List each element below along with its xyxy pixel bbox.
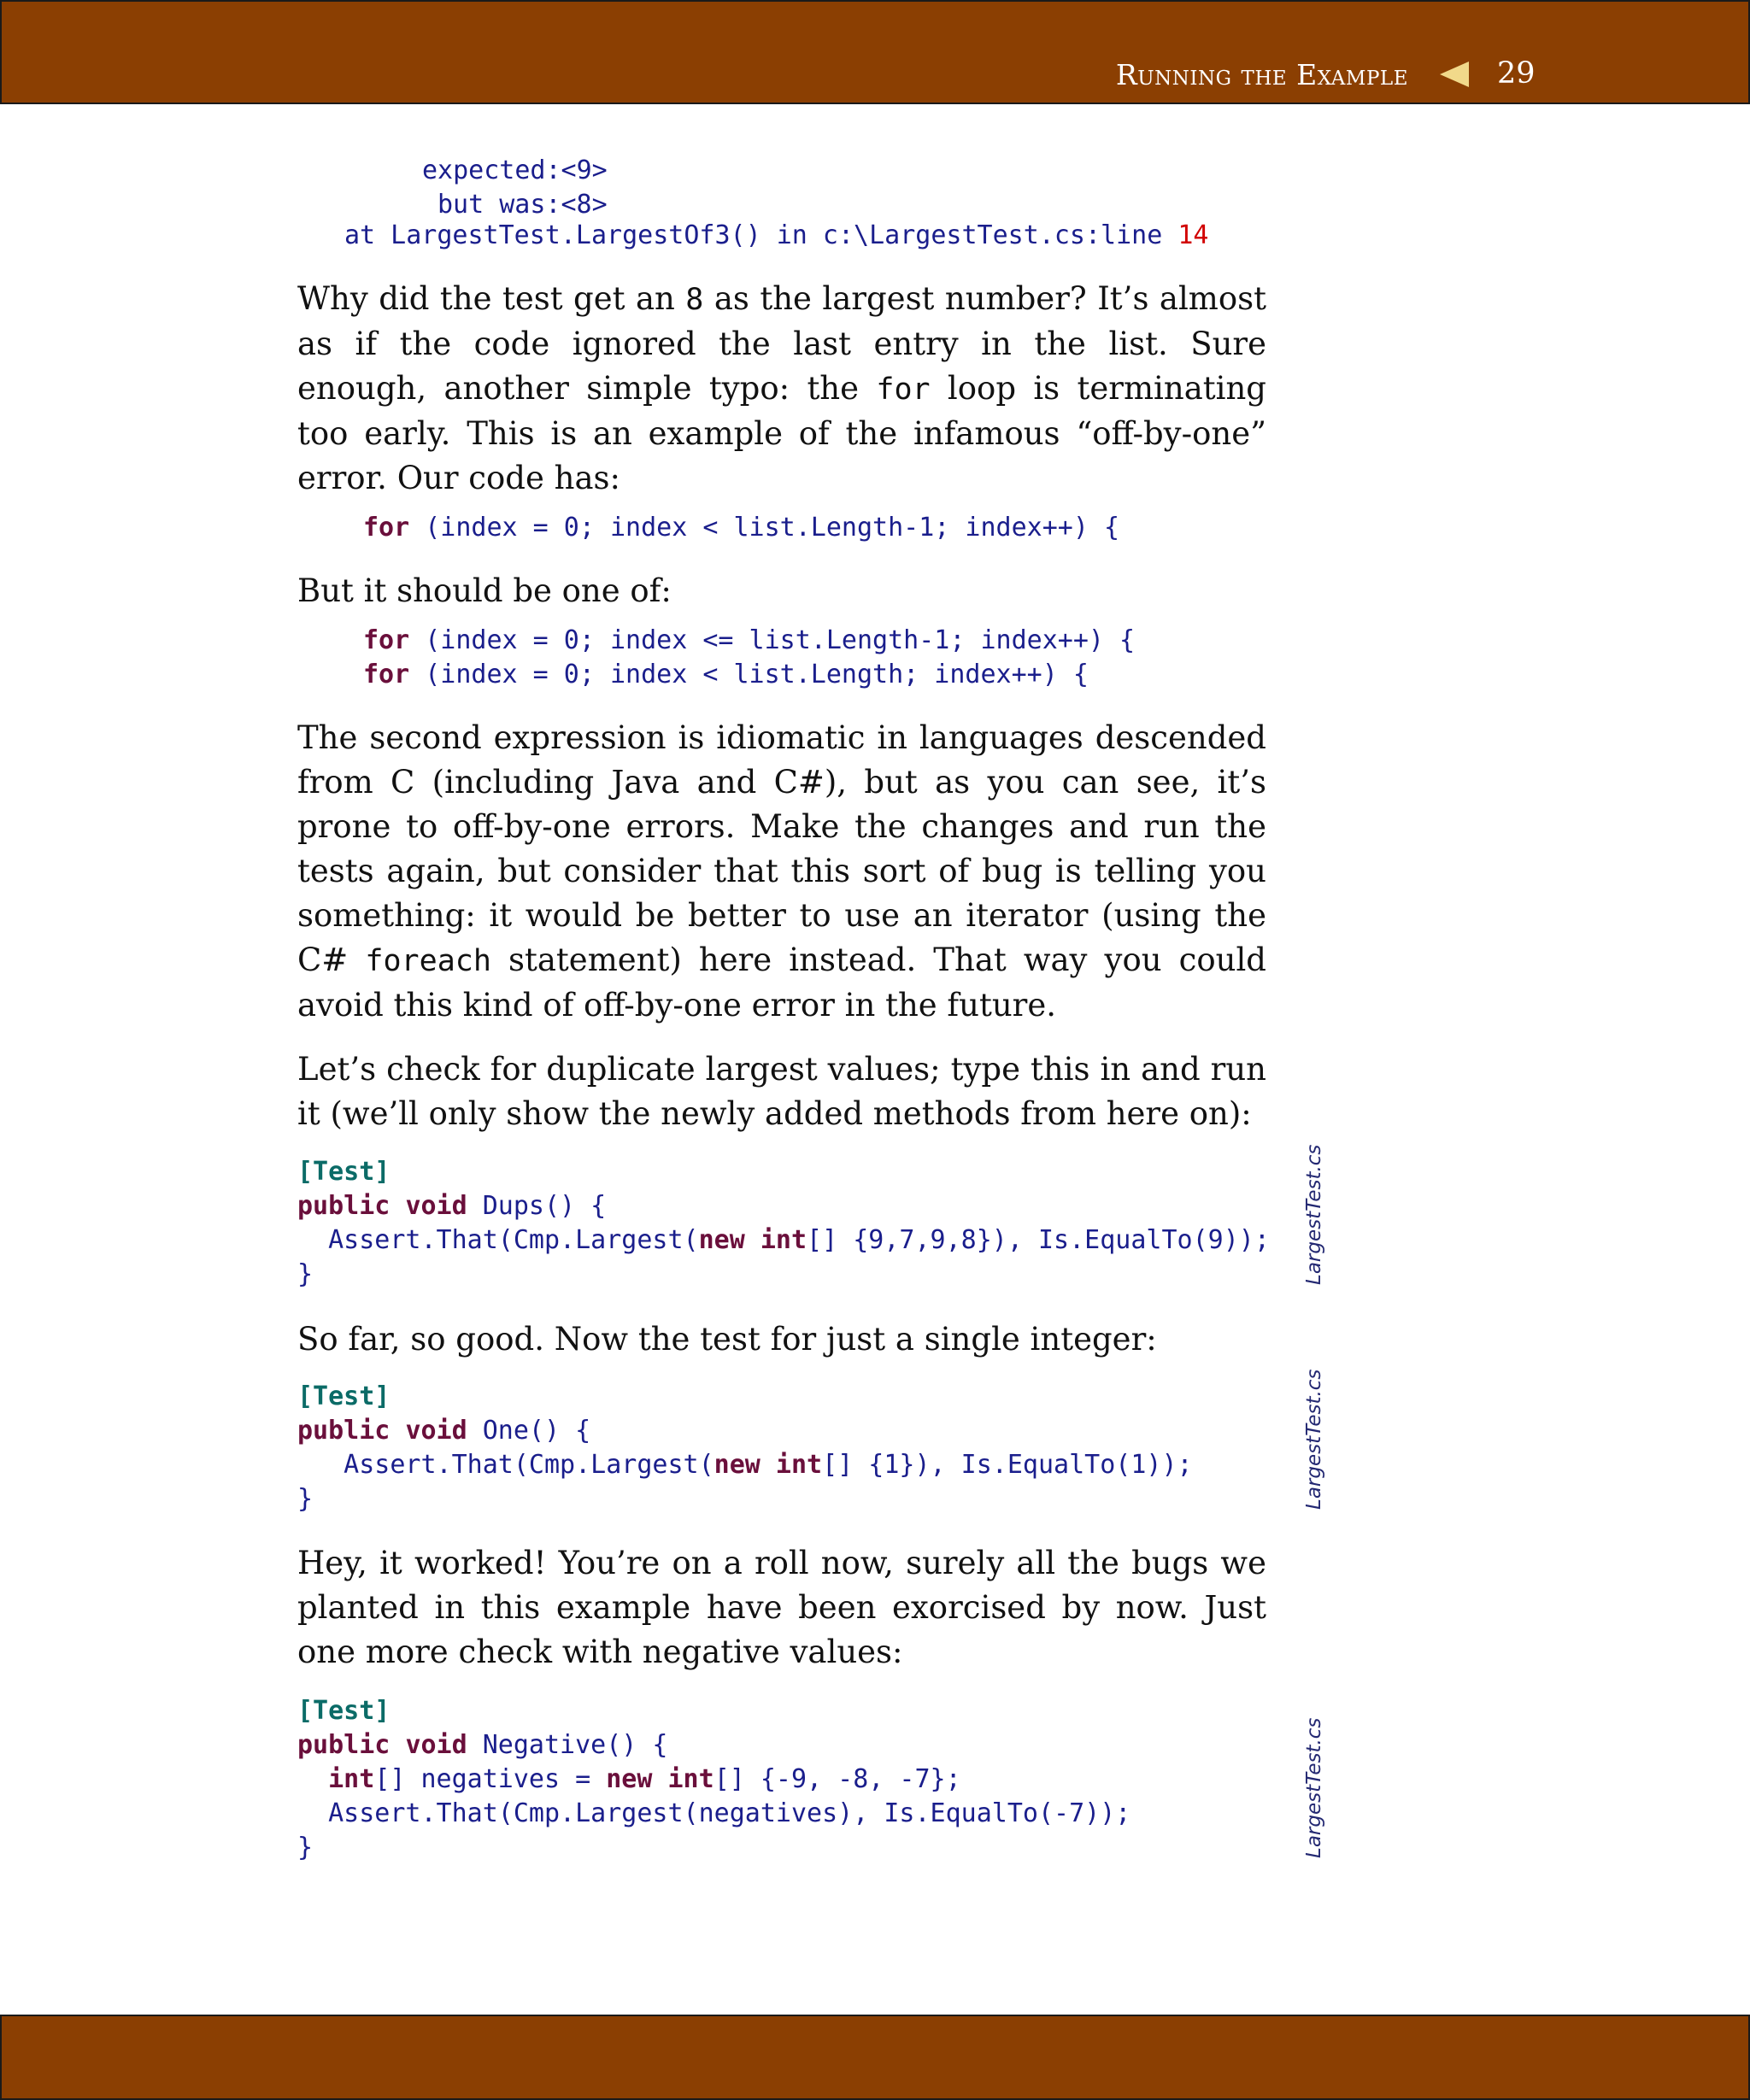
code-loop-wrong: [363, 511, 1119, 545]
code-loop-right-2: [363, 658, 1089, 692]
keyword-public: public: [297, 1191, 391, 1221]
keyword-int: int: [667, 1764, 714, 1794]
keyword-void: void: [405, 1730, 467, 1760]
paragraph-single-integer: So far, so good. Now the test for just a single integer:: [297, 1321, 1157, 1358]
error-output-line-3: [344, 219, 1208, 253]
assert-text-b: [] {1}), Is.EqualTo(1));: [822, 1450, 1193, 1480]
keyword-new: new: [606, 1764, 653, 1794]
page-number: 29: [1497, 56, 1536, 91]
method-signature: One() {: [467, 1416, 591, 1446]
error-line-number: 14: [1177, 220, 1209, 250]
paragraph-negative: Hey, it worked! You’re on a roll now, surely all the bugs we planted in this example have been exorcised by now. Just one more check with negative values:: [297, 1545, 1266, 1670]
declaration-text-b: [] {-9, -8, -7};: [714, 1764, 961, 1794]
method-signature: Dups() {: [467, 1191, 607, 1221]
keyword-void: void: [405, 1191, 467, 1221]
filename-label: LargestTest.cs: [1303, 1369, 1325, 1510]
keyword-public: public: [297, 1416, 391, 1446]
code-block-dups: [297, 1155, 1270, 1292]
assert-text-b: [] {9,7,9,8}), Is.EqualTo(9));: [807, 1225, 1270, 1255]
loop-header-text: (index = 0; index < list.Length; index++) {: [409, 660, 1089, 689]
keyword-public: public: [297, 1730, 391, 1760]
method-signature: Negative() {: [467, 1730, 668, 1760]
closing-brace: }: [297, 1484, 314, 1514]
filename-label: LargestTest.cs: [1303, 1717, 1325, 1858]
keyword-void: void: [405, 1416, 467, 1446]
keyword-new: new: [698, 1225, 745, 1255]
declaration-text-a: [] negatives =: [374, 1764, 607, 1794]
para1-inline-code-8: 8: [685, 283, 704, 317]
error-output-line-1: expected:<9>: [422, 155, 608, 185]
loop-header-text: (index = 0; index <= list.Length-1; index++) {: [409, 625, 1136, 655]
section-title: Running the Example: [1115, 58, 1408, 91]
paragraph-off-by-one: [297, 277, 1266, 501]
para1-text-c: as the largest number? It’s almost as if the code ignored the last entry in the list. Sure enough, another simple typo: the: [297, 280, 1266, 407]
keyword-new: new: [714, 1450, 760, 1480]
loop-header-text: (index = 0; index < list.Length-1; index++) {: [409, 513, 1120, 543]
para3-text-a: The second expression is idiomatic in languages descended from C (including Java and C#), but as you can see, it’s prone to off-by-one errors. Make the changes and run the tests again, but consider that this sort of bug is telling you something: it would be better to use an iterator (using the C#: [297, 719, 1266, 978]
test-attribute: [Test]: [297, 1157, 391, 1187]
back-arrow-icon[interactable]: [1440, 62, 1469, 87]
page-footer: [0, 2015, 1750, 2100]
keyword-int: int: [328, 1764, 375, 1794]
para1-text-a: Why did the test get an: [297, 280, 686, 317]
keyword-int: int: [760, 1225, 807, 1255]
para1-text-e: loop is terminating too early. This is an example of the infamous “off-by-one” error. Our code has:: [297, 370, 1266, 496]
keyword-for: for: [363, 513, 410, 543]
code-block-one: [297, 1380, 1193, 1516]
test-attribute: [Test]: [297, 1381, 391, 1411]
closing-brace: }: [297, 1259, 314, 1289]
para1-inline-code-for: for: [876, 372, 931, 407]
code-loop-right-1: [363, 624, 1135, 658]
page-header: [0, 0, 1750, 104]
para3-text-c: statement) here instead. That way you could avoid this kind of off-by-one error in the future.: [297, 941, 1266, 1024]
error-location-text: at LargestTest.LargestOf3() in c:\LargestTest.cs:line: [344, 220, 1178, 250]
closing-brace: }: [297, 1833, 314, 1862]
error-output-line-2: but was:<8>: [438, 190, 608, 220]
keyword-for: for: [363, 660, 410, 689]
code-block-negative: [297, 1694, 1130, 1865]
keyword-for: for: [363, 625, 410, 655]
paragraph-duplicates: Let’s check for duplicate largest values; type this in and run it (we’ll only show the newly added methods from here on):: [297, 1051, 1266, 1132]
test-attribute: [Test]: [297, 1696, 391, 1726]
paragraph-should-be: But it should be one of:: [297, 572, 672, 609]
assert-line: Assert.That(Cmp.Largest(negatives), Is.EqualTo(-7));: [297, 1798, 1131, 1828]
para3-inline-code-foreach: foreach: [365, 944, 491, 978]
assert-text-a: Assert.That(Cmp.Largest(: [297, 1225, 699, 1255]
assert-text-a: Assert.That(Cmp.Largest(: [297, 1450, 714, 1480]
paragraph-idiomatic: [297, 716, 1266, 1028]
filename-label: LargestTest.cs: [1303, 1144, 1325, 1285]
keyword-int: int: [775, 1450, 823, 1480]
